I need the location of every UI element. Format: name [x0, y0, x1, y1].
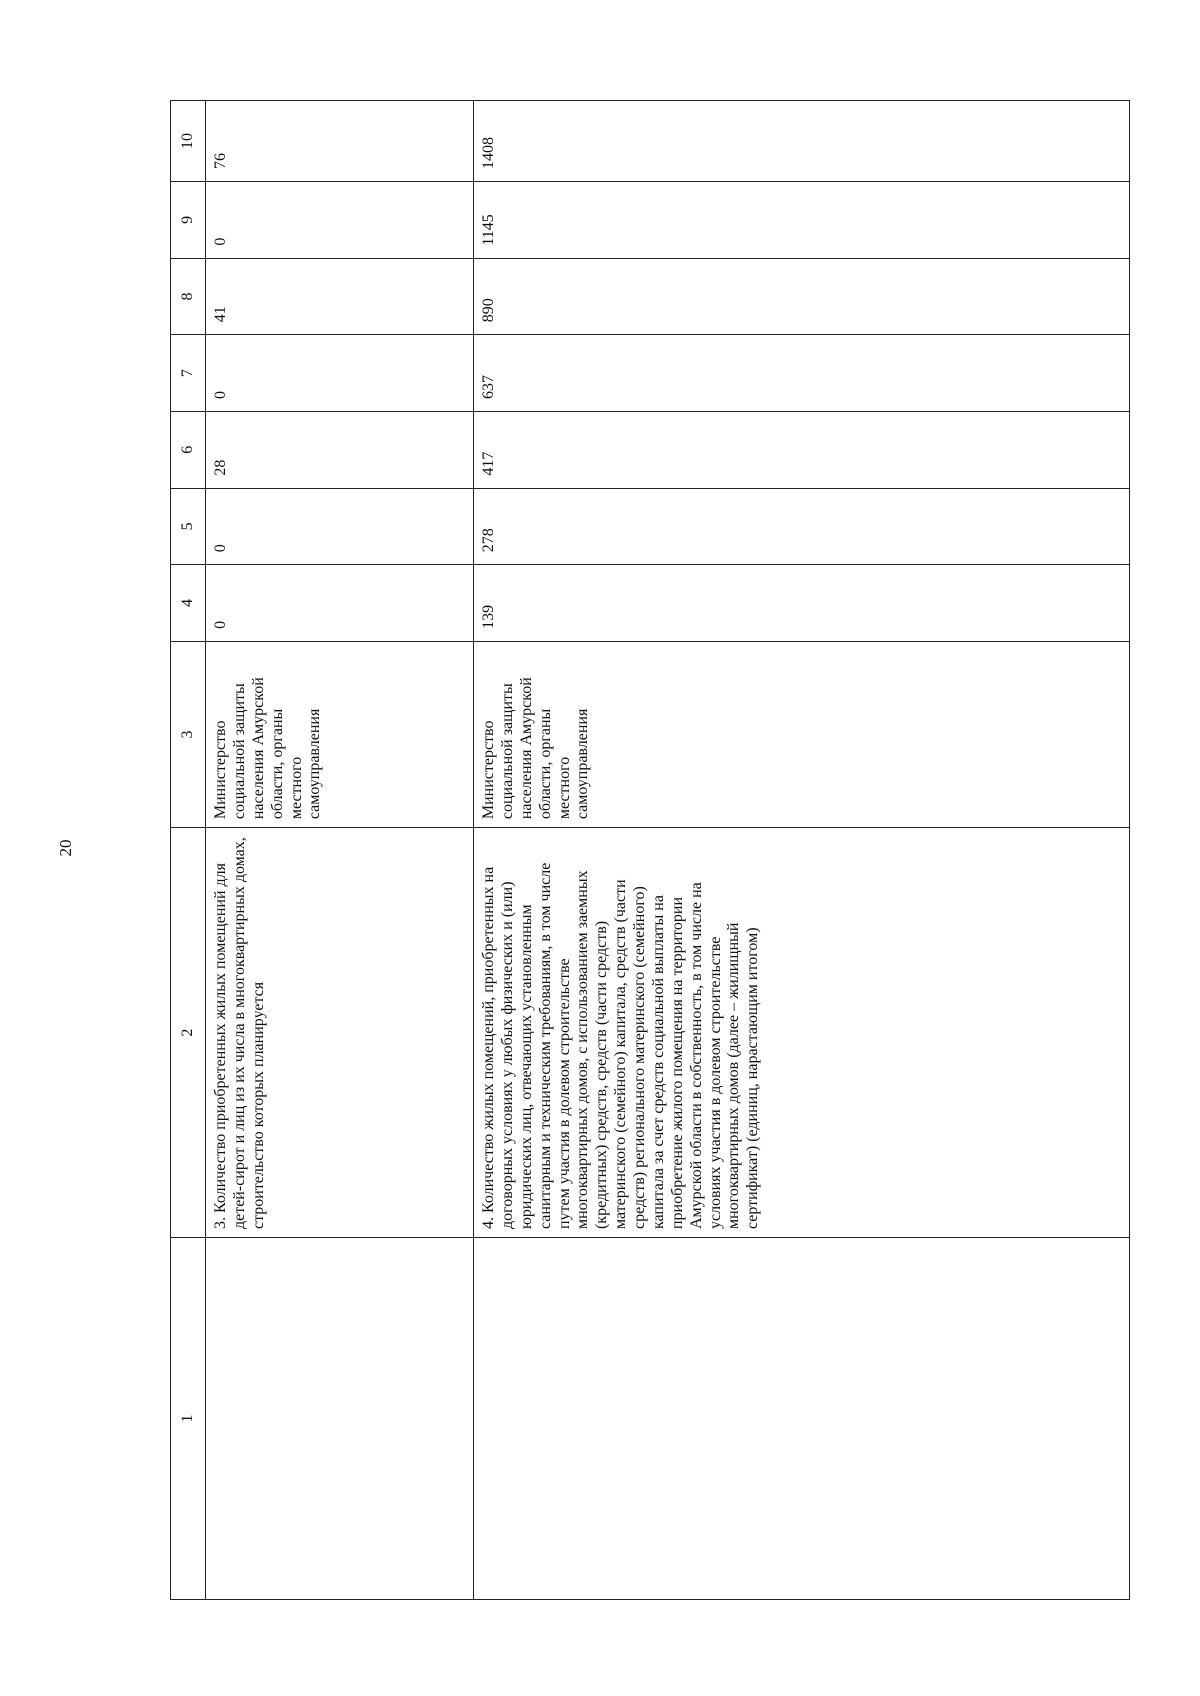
header-cell: 3: [171, 641, 206, 827]
value-cell: 890: [474, 258, 1130, 335]
header-cell: 2: [171, 828, 206, 1238]
responsible-cell: Министерство социальной защиты населения Амурской области, органы местного самоуправления: [474, 641, 1130, 827]
table-header-row: [171, 101, 206, 1600]
table-row: [474, 101, 1130, 1600]
value-cell: 637: [474, 335, 1130, 412]
value-cell: 139: [474, 565, 1130, 642]
value-cell: 28: [206, 411, 474, 488]
value-cell: 0: [206, 565, 474, 642]
rotated-table-container: [170, 100, 1130, 1600]
value-cell: 76: [206, 101, 474, 182]
row-number-cell: [206, 1238, 474, 1600]
header-cell: 7: [171, 335, 206, 412]
header-cell: 6: [171, 411, 206, 488]
header-cell: 4: [171, 565, 206, 642]
value-cell: 0: [206, 182, 474, 259]
value-cell: 417: [474, 411, 1130, 488]
value-cell: 0: [206, 488, 474, 565]
header-cell: 8: [171, 258, 206, 335]
value-cell: 278: [474, 488, 1130, 565]
indicator-name-cell: 3. Количество приобретенных жилых помещений для детей-сирот и лиц из их числа в многоквартирных домах, строительство которых планируется: [206, 828, 474, 1238]
header-cell: 5: [171, 488, 206, 565]
row-number-cell: [474, 1238, 1130, 1600]
value-cell: 41: [206, 258, 474, 335]
table-row: [206, 101, 474, 1600]
header-cell: 10: [171, 101, 206, 182]
value-cell: 1408: [474, 101, 1130, 182]
page-number: 20: [56, 839, 75, 857]
header-cell: 9: [171, 182, 206, 259]
responsible-cell: Министерство социальной защиты населения Амурской области, органы местного самоуправления: [206, 641, 474, 827]
indicators-table: [170, 100, 1130, 1600]
value-cell: 1145: [474, 182, 1130, 259]
header-cell: 1: [171, 1238, 206, 1600]
value-cell: 0: [206, 335, 474, 412]
indicator-name-cell: 4. Количество жилых помещений, приобретенных на договорных условиях у любых физических и (или) юридических лиц, отвечающих установленным санитарным и техническим требованиям, в том числе путем участия в долевом строительстве многоквартирных домов, с использованием заемных (кредитных) средств, средств (части средств) материнского (семейного) капитала, средств (части средств) регионального материнского (семейного) капитала за счет средств социальной выплаты на приобретение жилого помещения на территории Амурской области в собственность, в том числе на условиях участия в долевом строительстве многоквартирных домов (далее – жилищный сертификат) (единиц, нарастающим итогом): [474, 828, 1130, 1238]
